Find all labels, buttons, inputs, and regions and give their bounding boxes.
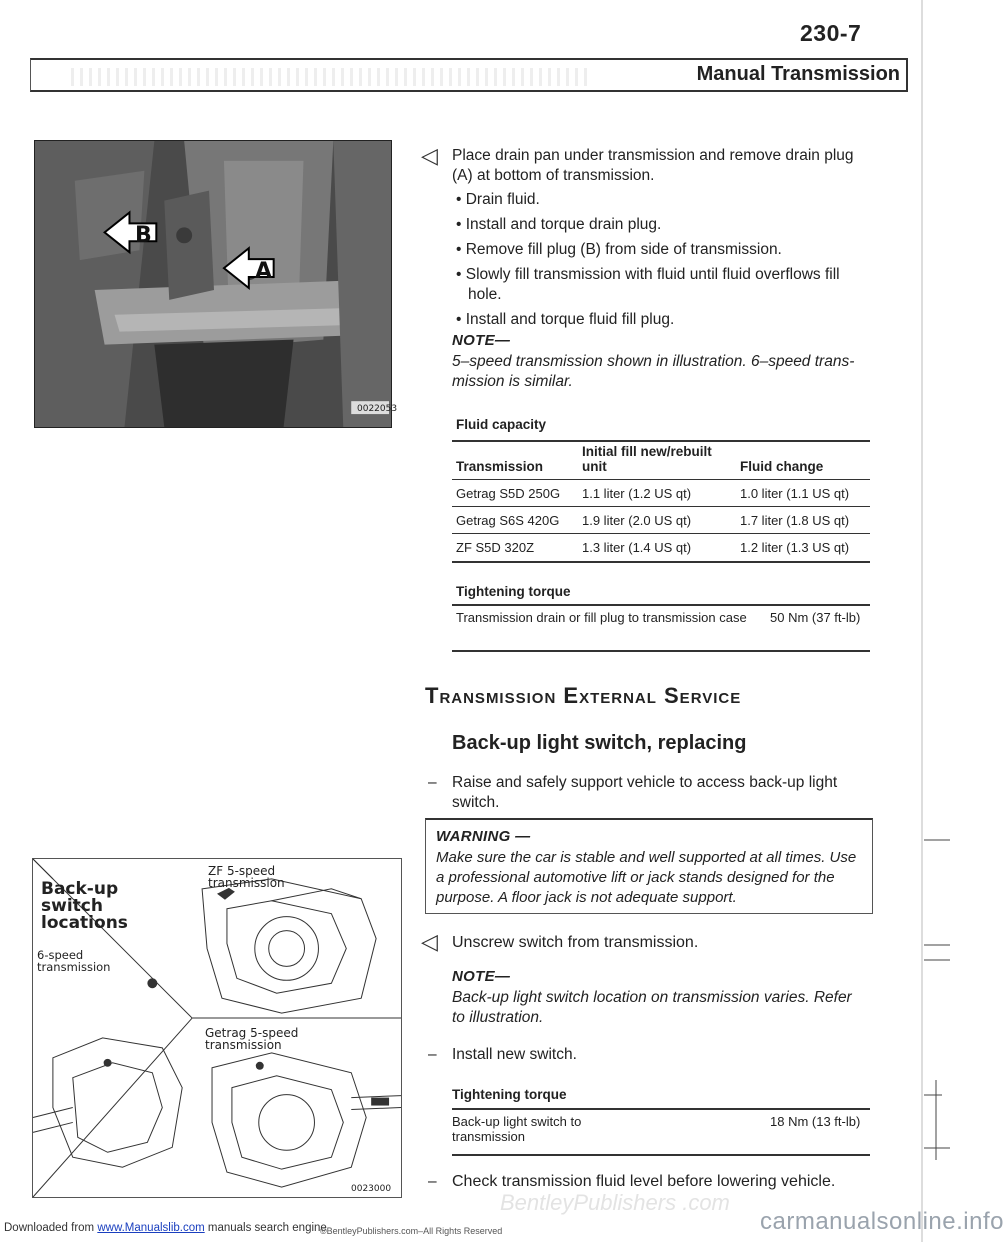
drain-plug-photo bbox=[34, 140, 398, 428]
table-cell: 1.3 liter (1.4 US qt) bbox=[582, 540, 692, 555]
step-install: Install new switch. bbox=[452, 1046, 577, 1063]
torque-heading: Tightening torque bbox=[452, 1087, 567, 1102]
warning-text: Make sure the car is stable and well supported at all times. Use a professional automotive lift or jack stands designed for the purpose. A floor jack is not adequate support. bbox=[436, 849, 857, 906]
note-text: Back-up light switch location on transmission varies. Refer to illustration. bbox=[452, 989, 852, 1026]
table-cell: 1.2 liter (1.3 US qt) bbox=[740, 540, 850, 555]
chapter-header bbox=[30, 58, 908, 92]
table-cell: Getrag S5D 250G bbox=[456, 486, 561, 501]
photo-label-a: A bbox=[255, 259, 273, 284]
torque-item: Transmission drain or fill plug to transmission case bbox=[456, 610, 747, 625]
column-header: Transmission bbox=[456, 459, 544, 474]
scan-edge-marks bbox=[912, 0, 952, 1242]
divider bbox=[452, 479, 870, 480]
list-item: • Install and torque fluid fill plug. bbox=[456, 311, 675, 328]
subsection-title: Back-up light switch, replacing bbox=[452, 732, 747, 754]
table-cell: ZF S5D 320Z bbox=[456, 540, 535, 555]
fluid-capacity-heading: Fluid capacity bbox=[456, 417, 547, 432]
divider bbox=[452, 533, 870, 534]
divider bbox=[452, 650, 870, 652]
footer-copyright: ©BentleyPublishers.com–All Rights Reserved bbox=[320, 1226, 503, 1236]
header-scan-noise bbox=[71, 68, 591, 86]
photo-code: 0022053 bbox=[357, 404, 398, 414]
torque-heading: Tightening torque bbox=[456, 584, 571, 599]
diagram-title: Back-up switch locations bbox=[41, 879, 128, 933]
divider bbox=[452, 561, 870, 563]
divider bbox=[452, 1108, 870, 1110]
warning-box bbox=[425, 818, 873, 914]
diagram-label-getrag: Getrag 5-speed transmission bbox=[205, 1026, 299, 1052]
divider bbox=[452, 604, 870, 606]
divider bbox=[452, 440, 870, 442]
warning-label: WARNING — bbox=[436, 828, 531, 845]
step-dash: – bbox=[428, 1173, 437, 1190]
note-text: 5–speed transmission shown in illustration. 6–speed trans-mission is similar. bbox=[452, 353, 855, 390]
drain-intro: Place drain pan under transmission and remove drain plug (A) at bottom of transmission. bbox=[452, 147, 854, 184]
drain-bullet-list bbox=[452, 190, 872, 330]
left-arrow-icon: ◁ bbox=[421, 143, 438, 168]
torque-value: 18 Nm (13 ft-lb) bbox=[770, 1114, 861, 1129]
list-item: • Drain fluid. bbox=[456, 191, 540, 208]
left-arrow-icon: ◁ bbox=[421, 929, 438, 954]
table-cell: 1.0 liter (1.1 US qt) bbox=[740, 486, 850, 501]
chapter-title: Manual Transmission bbox=[696, 63, 900, 85]
diagram-label-6speed: 6-speed transmission bbox=[37, 948, 111, 974]
table-cell: 1.9 liter (2.0 US qt) bbox=[582, 513, 692, 528]
step-dash: – bbox=[428, 1046, 437, 1063]
footer-download-note: Downloaded from www.Manualslib.com manuals search engine bbox=[4, 1222, 327, 1234]
list-item: • Install and torque drain plug. bbox=[456, 216, 662, 233]
footer-site-logo: carmanualsonline.info bbox=[760, 1208, 1004, 1235]
table-cell: 1.1 liter (1.2 US qt) bbox=[582, 486, 692, 501]
torque-item: Back-up light switch to transmission bbox=[452, 1114, 582, 1144]
step-dash: – bbox=[428, 774, 437, 791]
section-title: Transmission External Service bbox=[425, 683, 742, 708]
manualslib-link[interactable]: www.Manualslib.com bbox=[97, 1222, 205, 1234]
backup-switch-diagram bbox=[32, 858, 402, 1198]
divider bbox=[452, 1154, 870, 1156]
step-raise: Raise and safely support vehicle to access back-up light switch. bbox=[452, 774, 838, 811]
divider bbox=[452, 506, 870, 507]
page-number: 230-7 bbox=[800, 20, 862, 46]
step-check: Check transmission fluid level before lowering vehicle. bbox=[452, 1173, 836, 1190]
torque-value: 50 Nm (37 ft-lb) bbox=[770, 610, 861, 625]
table-cell: Getrag S6S 420G bbox=[456, 513, 560, 528]
column-header: Initial fill new/rebuilt unit bbox=[582, 444, 712, 474]
diagram-code: 0023000 bbox=[351, 1184, 392, 1194]
note-label: NOTE— bbox=[452, 332, 511, 349]
step-unscrew: Unscrew switch from transmission. bbox=[452, 934, 699, 951]
list-item: • Slowly fill transmission with fluid until fluid overflows fill hole. bbox=[456, 266, 840, 303]
watermark: BentleyPublishers .com bbox=[500, 1190, 730, 1215]
list-item: • Remove fill plug (B) from side of transmission. bbox=[456, 241, 782, 258]
photo-label-b: B bbox=[135, 223, 152, 248]
note-label: NOTE— bbox=[452, 968, 511, 985]
diagram-label-zf: ZF 5-speed transmission bbox=[208, 864, 285, 890]
column-header: Fluid change bbox=[740, 459, 824, 474]
table-cell: 1.7 liter (1.8 US qt) bbox=[740, 513, 850, 528]
